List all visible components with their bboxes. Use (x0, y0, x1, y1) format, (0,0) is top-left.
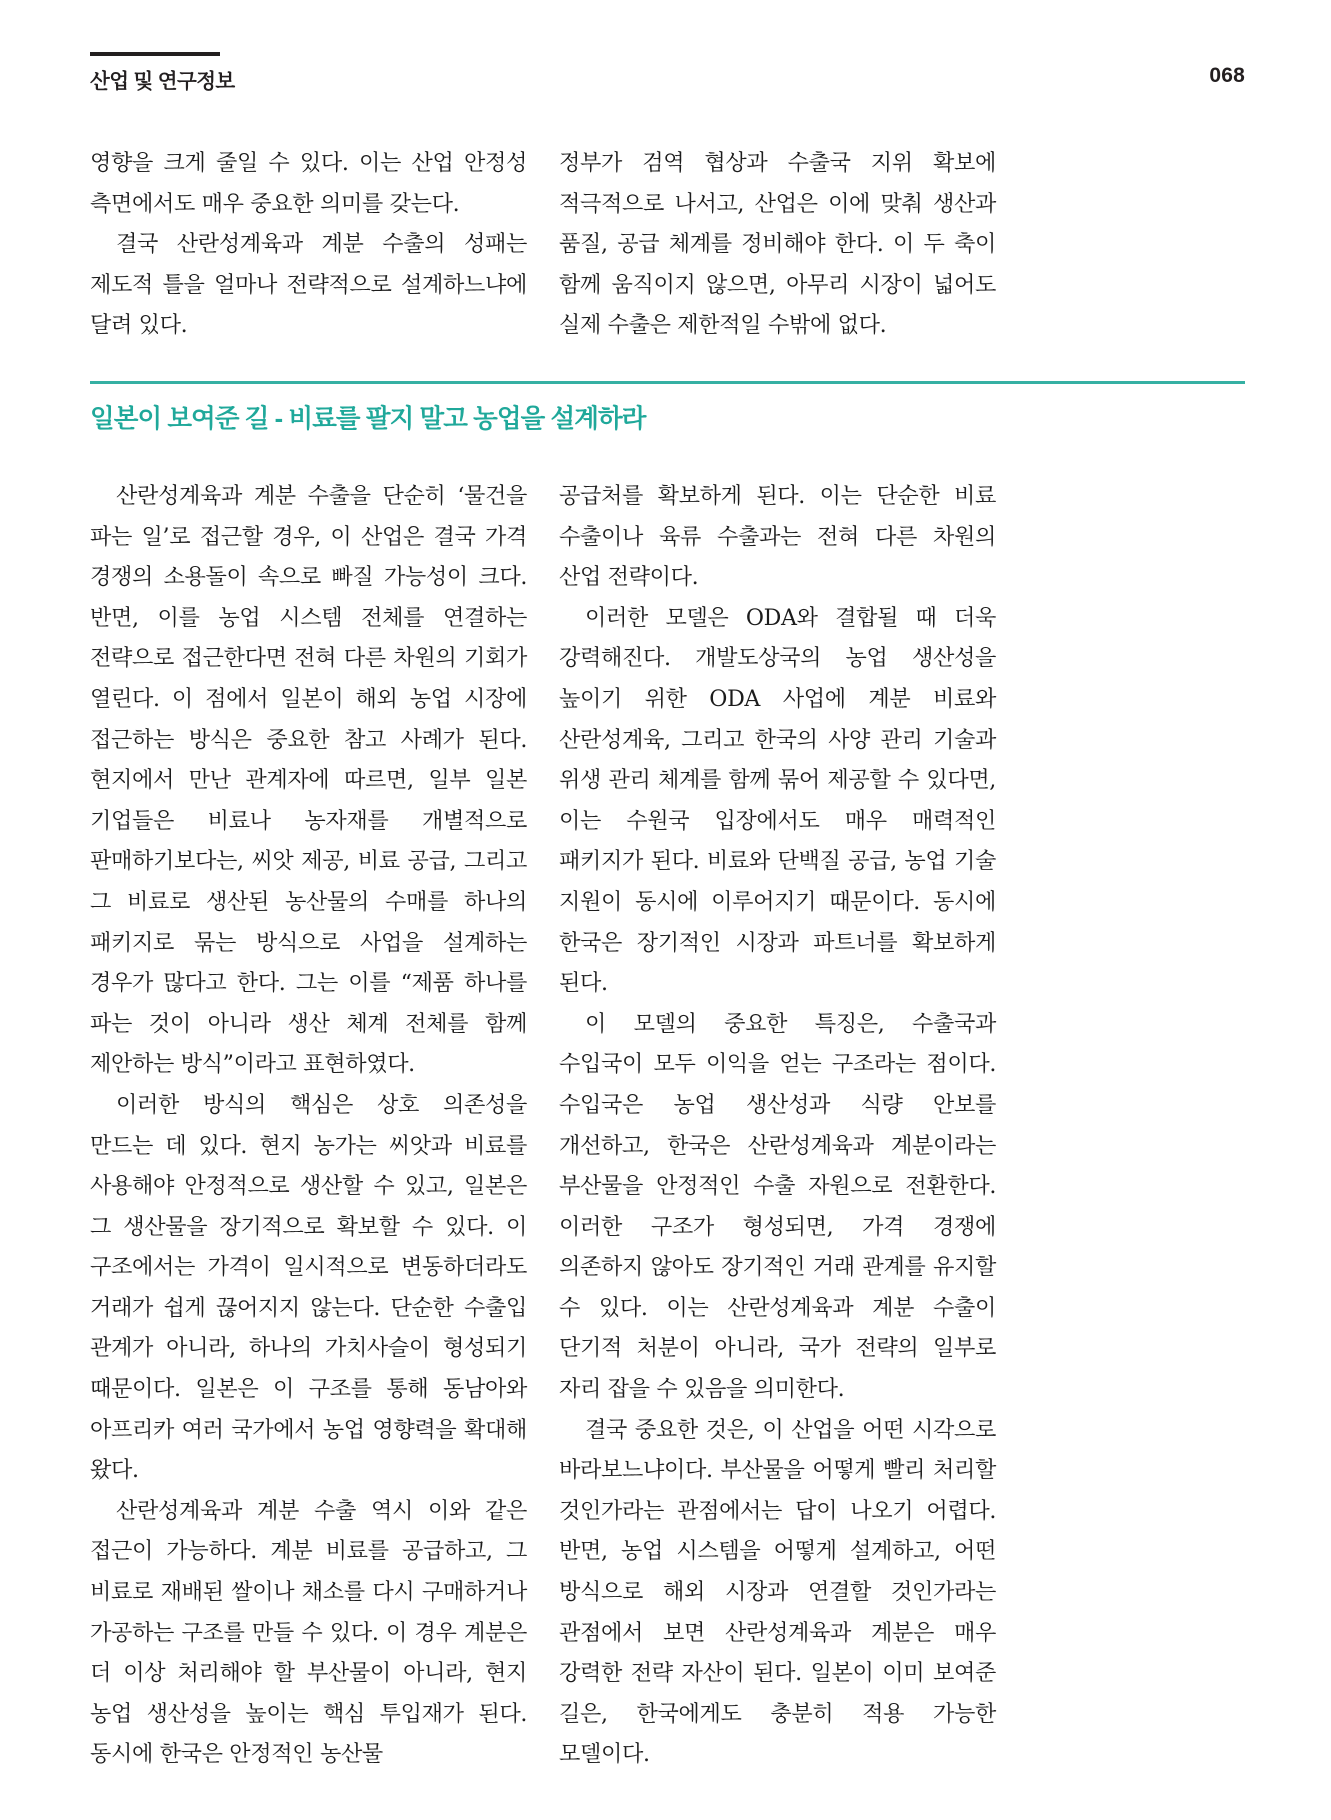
paragraph: 이러한 모델은 ODA와 결합될 때 더욱 강력해진다. 개발도상국의 농업 생산성을 높이기 위한 ODA 사업에 계분 비료와 산란성계육, 그리고 한국의 사양 관리 기술과 위생 관리 체계를 함께 묶어 제공할 수 있다면, 이는 수원국 입장에서도 매우 매력적인 패키지가 된다. 비료와 단백질 공급, 농업 기술 지원이 동시에 이루어지기 때문이다. 동시에 한국은 장기적인 시장과 파트너를 확보하게 된다. (559, 604, 996, 997)
paragraph: 영향을 크게 줄일 수 있다. 이는 산업 안정성 측면에서도 매우 중요한 의미를 갖는다. (90, 150, 527, 217)
paragraph: 공급처를 확보하게 된다. 이는 단순한 비료 수출이나 육류 수출과는 전혀 다른 차원의 산업 전략이다. (559, 483, 996, 591)
running-header (90, 52, 1245, 98)
intro-column-left (90, 143, 527, 346)
page-number: 068 (1209, 64, 1245, 87)
paragraph: 이러한 방식의 핵심은 상호 의존성을 만드는 데 있다. 현지 농가는 씨앗과 비료를 사용해야 안정적으로 생산할 수 있고, 일본은 그 생산물을 장기적으로 확보할 수 있다. 이 구조에서는 가격이 일시적으로 변동하더라도 거래가 쉽게 끊어지지 않는다. 단순한 수출입 관계가 아니라, 하나의 가치사슬이 형성되기 때문이다. 일본은 이 구조를 통해 동남아와 아프리카 여러 국가에서 농업 영향력을 확대해 왔다. (90, 1091, 527, 1484)
section-heading: 일본이 보여준 길 - 비료를 팔지 말고 농업을 설계하라 (90, 405, 646, 433)
running-header-title: 산업 및 연구정보 (90, 70, 235, 93)
header-rule (90, 52, 220, 56)
intro-column-right (559, 143, 996, 346)
paragraph: 산란성계육과 계분 수출 역시 이와 같은 접근이 가능하다. 계분 비료를 공급하고, 그 비료로 재배된 쌀이나 채소를 다시 구매하거나 가공하는 구조를 만들 수 있다. 이 경우 계분은 더 이상 처리해야 할 부산물이 아니라, 현지 농업 생산성을 높이는 핵심 투입재가 된다. 동시에 한국은 안정적인 농산물 (90, 1497, 527, 1768)
paragraph: 정부가 검역 협상과 수출국 지위 확보에 적극적으로 나서고, 산업은 이에 맞춰 생산과 품질, 공급 체계를 정비해야 한다. 이 두 축이 함께 움직이지 않으면, 아무리 시장이 넓어도 실제 수출은 제한적일 수밖에 없다. (559, 150, 996, 339)
body-column-left (90, 476, 527, 1775)
section-rule (90, 381, 1245, 384)
paragraph: 산란성계육과 계분 수출을 단순히 ‘물건을 파는 일’로 접근할 경우, 이 산업은 결국 가격 경쟁의 소용돌이 속으로 빠질 가능성이 크다. 반면, 이를 농업 시스템 전체를 연결하는 전략으로 접근한다면 전혀 다른 차원의 기회가 열린다. 이 점에서 일본이 해외 농업 시장에 접근하는 방식은 중요한 참고 사례가 된다. 현지에서 만난 관계자에 따르면, 일부 일본 기업들은 비료나 농자재를 개별적으로 판매하기보다는, 씨앗 제공, 비료 공급, 그리고 그 비료로 생산된 농산물의 수매를 하나의 패키지로 묶는 방식으로 사업을 설계하는 경우가 많다고 한다. 그는 이를 “제품 하나를 파는 것이 아니라 생산 체계 전체를 함께 제안하는 방식”이라고 표현하였다. (90, 483, 527, 1078)
paragraph: 결국 중요한 것은, 이 산업을 어떤 시각으로 바라보느냐이다. 부산물을 어떻게 빨리 처리할 것인가라는 관점에서는 답이 나오기 어렵다. 반면, 농업 시스템을 어떻게 설계하고, 어떤 방식으로 해외 시장과 연결할 것인가라는 관점에서 보면 산란성계육과 계분은 매우 강력한 전략 자산이 된다. 일본이 이미 보여준 길은, 한국에게도 충분히 적용 가능한 모델이다. (559, 1416, 996, 1768)
paragraph: 이 모델의 중요한 특징은, 수출국과 수입국이 모두 이익을 얻는 구조라는 점이다. 수입국은 농업 생산성과 식량 안보를 개선하고, 한국은 산란성계육과 계분이라는 부산물을 안정적인 수출 자원으로 전환한다. 이러한 구조가 형성되면, 가격 경쟁에 의존하지 않아도 장기적인 거래 관계를 유지할 수 있다. 이는 산란성계육과 계분 수출이 단기적 처분이 아니라, 국가 전략의 일부로 자리 잡을 수 있음을 의미한다. (559, 1010, 996, 1403)
body-column-right (559, 476, 996, 1775)
paragraph: 결국 산란성계육과 계분 수출의 성패는 제도적 틀을 얼마나 전략적으로 설계하느냐에 달려 있다. (90, 231, 527, 339)
